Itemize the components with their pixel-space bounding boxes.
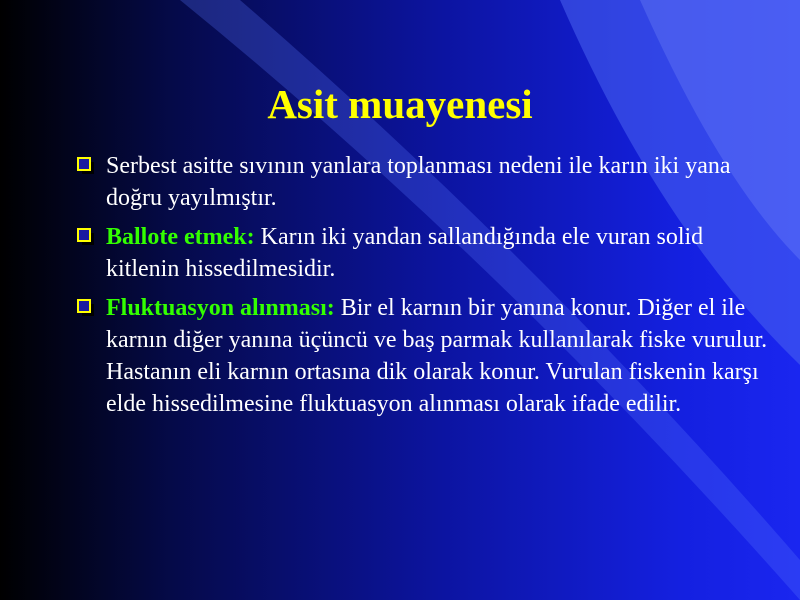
bullet-highlight: Fluktuasyon alınması:	[106, 295, 335, 321]
hollow-square-bullet-icon	[76, 156, 96, 176]
bullet-item	[76, 292, 776, 420]
slide-title: Asit muayenesi	[267, 81, 533, 127]
bullet-list	[76, 150, 776, 427]
bullet-item	[76, 221, 776, 285]
bullet-item	[76, 150, 776, 214]
bullet-text: Karın iki yandan sallandığında ele vuran solid kitlenin hissedilmesidir.	[106, 224, 704, 282]
bullet-highlight: Ballote etmek:	[106, 224, 255, 250]
hollow-square-bullet-icon	[76, 298, 96, 318]
bullet-text: Serbest asitte sıvının yanlara toplanması nedeni ile karın iki yana doğru yayılmıştır.	[106, 153, 731, 211]
bullet-text: Bir el karnın bir yanına konur. Diğer el ile karnın diğer yanına üçüncü ve baş parmak kullanılarak fiske vurulur. Hastanın eli karnın ortasına dik olarak konur. Vurulan fiskenin karşı elde hissedilmesine fluktuasyon alınması olarak ifade edilir.	[106, 295, 768, 417]
hollow-square-bullet-icon	[76, 227, 96, 247]
